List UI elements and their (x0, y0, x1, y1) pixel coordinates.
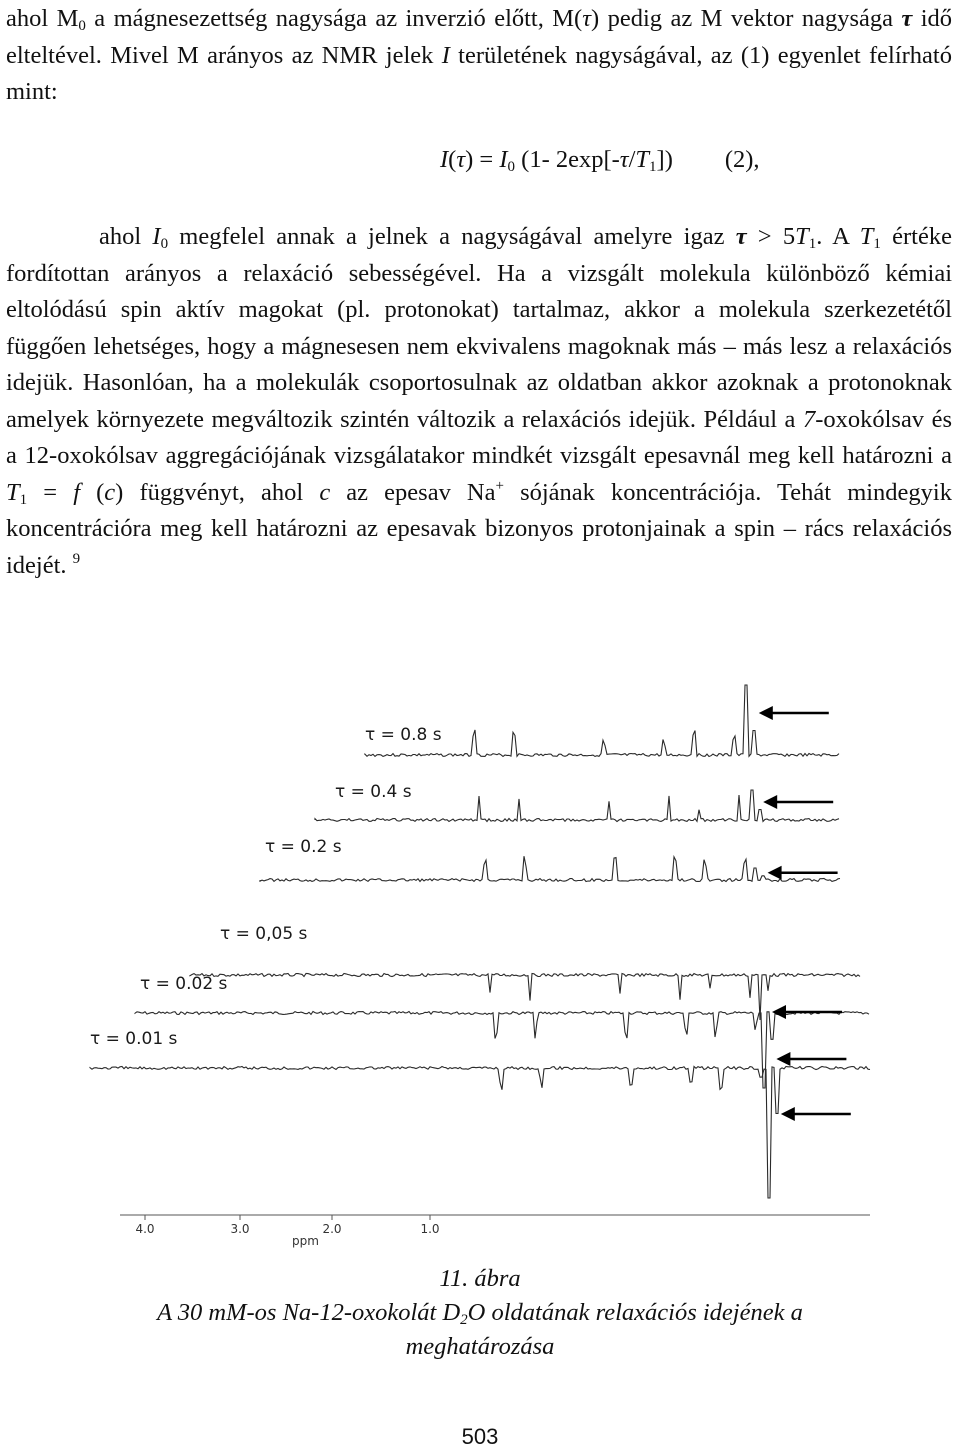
ppm-tick-label: 4.0 (135, 1222, 155, 1236)
paragraph-intro: ahol $M_0$ a mágnesezettség nagysága az inverzió előtt, M(τ) pedig az M vektor nagysága τ idő elteltével. Mivel M arányos az NMR jelek I területének nagyságával, az (1) egyenlet felírható mint: (6, 5, 953, 105)
peak-arrow (763, 795, 833, 809)
nmr-figure (60, 640, 920, 1260)
nmr-stacked-spectra (60, 640, 920, 1260)
spectrum-label: τ = 0.4 s (335, 782, 412, 802)
caption-title: 11. ábra (439, 1265, 521, 1292)
spectrum-label: τ = 0.2 s (265, 837, 342, 857)
spectrum-label: τ = 0.02 s (140, 974, 228, 994)
ppm-unit-label: ppm (292, 1234, 319, 1248)
ppm-tick-label: 2.0 (322, 1222, 342, 1236)
spectrum-trace (135, 1012, 869, 1089)
peak-arrow (772, 1005, 842, 1019)
caption-text: A 30 mM-os Na-12-oxokolát $D_2O$ oldatának relaxációs idejének a meghatározása (157, 1299, 803, 1360)
spectrum-trace (90, 1067, 870, 1199)
spectrum-label: τ = 0.8 s (365, 725, 442, 745)
peak-arrow (781, 1107, 851, 1121)
equation-number: (2), (724, 146, 760, 173)
spectrum-trace (365, 685, 839, 757)
footnote-ref: 9 (72, 550, 81, 567)
spectrum-trace (260, 856, 840, 881)
spectrum-label: τ = 0.01 s (90, 1029, 178, 1049)
paragraph-body: ahol $I_0$ megfelel annak a jelnek a nagyságával amelyre igaz $\tau > 5T_1$. A $T_1$ értéke fordítottan arányos a relaxáció sebességével. Ha a vizsgált molekula különböző kémiai eltolódású spin aktív magokat (pl. protonokat) tartalmaz, akkor a molekula szerkezetétől függően lehetséges, hogy a mágnesesen nem ekvivalens magoknak más – más lesz a relaxációs idejük. Hasonlóan, ha a molekulák csoportosulnak az oldatban akkor azoknak a protonoknak amelyek környezete megváltozik szintén változik a relaxációs idejük. Például a 7-oxokólsav és a 12-oxokólsav aggregációjának vizsgálatakor mindkét vizsgált epesavnál meg kell határozni a $T_1 = f$ (c) függvényt, ahol c az epesav Na+ sójának koncentrációja. Tehát mindegyik koncentrációra meg kell határozni az epesavak bizonyos protonjainak a spin – rács relaxációs idejét. $^9$ (6, 223, 952, 579)
ppm-tick-label: 3.0 (230, 1222, 250, 1236)
spectrum-label: τ = 0,05 s (220, 924, 308, 944)
equation-2: $I(\tau) = I_0$ (1- $2\exp[-\tau/T_1]$) (2), (440, 146, 760, 175)
ppm-tick-label: 1.0 (420, 1222, 440, 1236)
peak-arrow (768, 866, 838, 880)
figure-caption (0, 1262, 960, 1364)
peak-arrow (776, 1052, 846, 1066)
peak-arrow (759, 706, 829, 720)
page-number: 503 (461, 1424, 499, 1449)
